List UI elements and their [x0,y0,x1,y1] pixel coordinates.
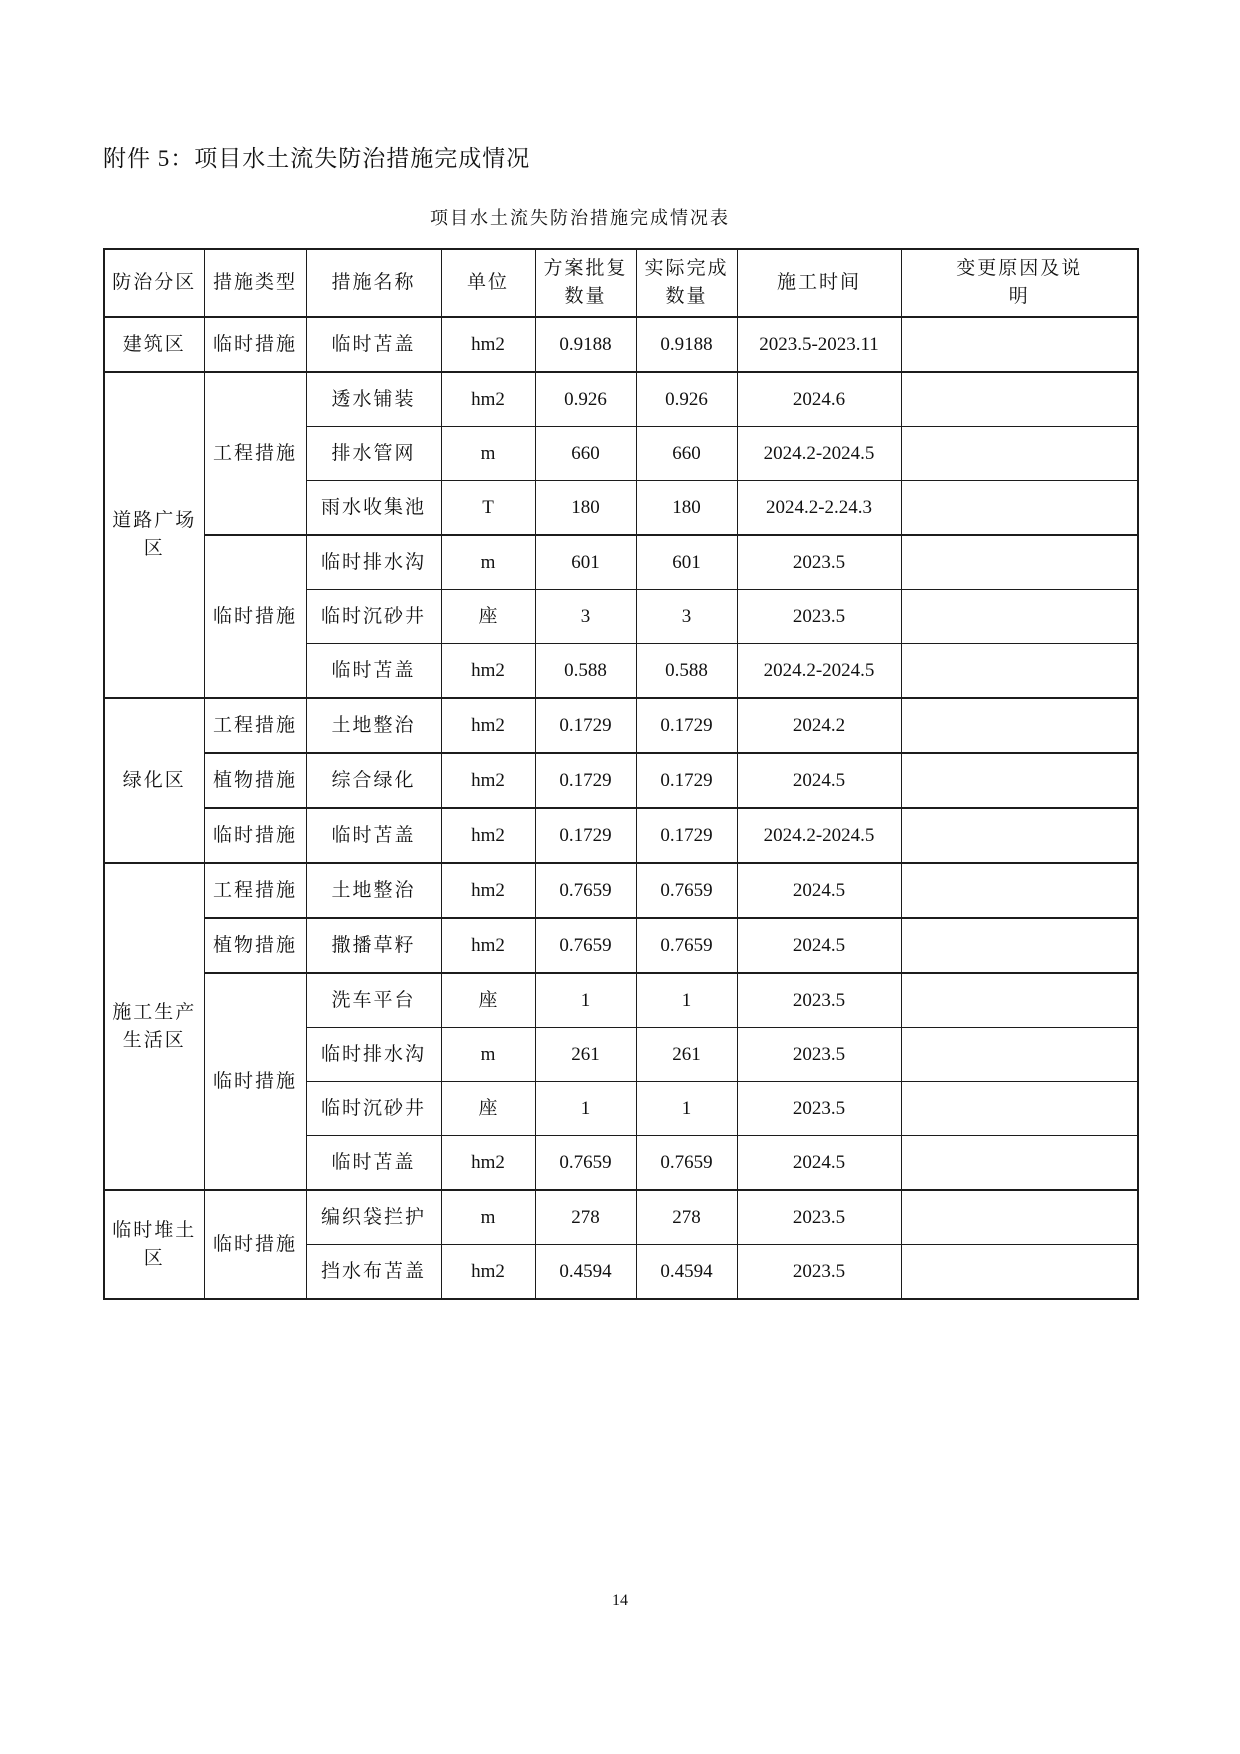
measure-name-cell: 临时沉砂井 [306,590,441,644]
unit-cell: hm2 [441,918,535,973]
header-remark-label: 变更原因及说明 [956,258,1083,307]
approved-qty-cell: 278 [535,1190,636,1245]
measures-table [103,248,1139,1300]
header-unit: 单位 [441,249,535,317]
time-cell: 2024.2-2024.5 [737,427,901,481]
unit-cell: 座 [441,973,535,1028]
table-row [104,808,1138,863]
unit-cell: hm2 [441,1245,535,1300]
approved-qty-cell: 0.1729 [535,698,636,753]
completed-qty-cell: 601 [636,535,737,590]
unit-cell: m [441,1028,535,1082]
approved-qty-cell: 0.1729 [535,808,636,863]
table-row [104,973,1138,1028]
measure-name-cell: 综合绿化 [306,753,441,808]
measure-type-cell: 工程措施 [204,863,306,918]
remark-cell [901,918,1138,973]
time-cell: 2023.5-2023.11 [737,317,901,372]
remark-cell [901,973,1138,1028]
time-cell: 2024.2-2024.5 [737,644,901,699]
unit-cell: 座 [441,1082,535,1136]
measure-name-cell: 土地整治 [306,698,441,753]
measure-name-cell: 临时沉砂井 [306,1082,441,1136]
completed-qty-cell: 3 [636,590,737,644]
measure-name-cell: 临时苫盖 [306,808,441,863]
measure-name-cell: 雨水收集池 [306,481,441,536]
time-cell: 2024.2-2024.5 [737,808,901,863]
remark-cell [901,644,1138,699]
zone-cell: 绿化区 [104,698,204,863]
measure-type-cell: 工程措施 [204,698,306,753]
time-cell: 2023.5 [737,590,901,644]
header-approved-qty: 方案批复数量 [535,249,636,317]
unit-cell: hm2 [441,698,535,753]
remark-cell [901,1028,1138,1082]
attachment-title: 附件 5：项目水土流失防治措施完成情况 [103,146,531,171]
completed-qty-cell: 1 [636,973,737,1028]
remark-cell [901,590,1138,644]
measure-name-cell: 排水管网 [306,427,441,481]
table-caption: 项目水土流失防治措施完成情况表 [430,208,730,228]
completed-qty-cell: 0.7659 [636,863,737,918]
time-cell: 2023.5 [737,1245,901,1300]
unit-cell: hm2 [441,644,535,699]
time-cell: 2024.6 [737,372,901,427]
zone-cell: 建筑区 [104,317,204,372]
approved-qty-cell: 0.4594 [535,1245,636,1300]
remark-cell [901,427,1138,481]
header-measure-type: 措施类型 [204,249,306,317]
measure-name-cell: 临时苫盖 [306,644,441,699]
completed-qty-cell: 0.1729 [636,698,737,753]
unit-cell: m [441,427,535,481]
time-cell: 2024.5 [737,863,901,918]
unit-cell: hm2 [441,863,535,918]
unit-cell: hm2 [441,808,535,863]
table-row [104,918,1138,973]
approved-qty-cell: 0.588 [535,644,636,699]
time-cell: 2024.5 [737,753,901,808]
remark-cell [901,535,1138,590]
table-row [104,698,1138,753]
table-row [104,753,1138,808]
unit-cell: T [441,481,535,536]
measure-name-cell: 挡水布苫盖 [306,1245,441,1300]
remark-cell [901,372,1138,427]
time-cell: 2023.5 [737,535,901,590]
unit-cell: hm2 [441,317,535,372]
completed-qty-cell: 0.1729 [636,808,737,863]
measure-type-cell: 临时措施 [204,535,306,698]
measure-name-cell: 临时排水沟 [306,1028,441,1082]
table-row [104,1190,1138,1245]
approved-qty-cell: 1 [535,973,636,1028]
time-cell: 2024.5 [737,1136,901,1191]
completed-qty-cell: 0.1729 [636,753,737,808]
unit-cell: m [441,535,535,590]
completed-qty-cell: 261 [636,1028,737,1082]
approved-qty-cell: 180 [535,481,636,536]
measure-name-cell: 透水铺装 [306,372,441,427]
header-completed-qty: 实际完成数量 [636,249,737,317]
measure-name-cell: 编织袋拦护 [306,1190,441,1245]
approved-qty-cell: 3 [535,590,636,644]
completed-qty-cell: 1 [636,1082,737,1136]
approved-qty-cell: 261 [535,1028,636,1082]
time-cell: 2024.2-2.24.3 [737,481,901,536]
remark-cell [901,863,1138,918]
table-row [104,317,1138,372]
completed-qty-cell: 0.9188 [636,317,737,372]
table-row [104,535,1138,590]
completed-qty-cell: 278 [636,1190,737,1245]
completed-qty-cell: 0.7659 [636,918,737,973]
approved-qty-cell: 0.9188 [535,317,636,372]
remark-cell [901,1245,1138,1300]
remark-cell [901,808,1138,863]
unit-cell: hm2 [441,372,535,427]
approved-qty-cell: 601 [535,535,636,590]
unit-cell: hm2 [441,1136,535,1191]
measure-type-cell: 临时措施 [204,1190,306,1299]
approved-qty-cell: 0.7659 [535,918,636,973]
unit-cell: 座 [441,590,535,644]
approved-qty-cell: 0.7659 [535,1136,636,1191]
unit-cell: m [441,1190,535,1245]
time-cell: 2024.5 [737,918,901,973]
completed-qty-cell: 0.926 [636,372,737,427]
measure-type-cell: 临时措施 [204,317,306,372]
time-cell: 2023.5 [737,1082,901,1136]
unit-cell: hm2 [441,753,535,808]
time-cell: 2023.5 [737,1028,901,1082]
approved-qty-cell: 660 [535,427,636,481]
approved-qty-cell: 0.7659 [535,863,636,918]
header-zone: 防治分区 [104,249,204,317]
zone-cell: 临时堆土区 [104,1190,204,1299]
approved-qty-cell: 0.1729 [535,753,636,808]
remark-cell [901,753,1138,808]
table-header-row [104,249,1138,317]
page-number: 14 [612,1592,628,1609]
measure-name-cell: 临时苫盖 [306,317,441,372]
measure-name-cell: 撒播草籽 [306,918,441,973]
measure-type-cell: 工程措施 [204,372,306,535]
measures-table-body [104,317,1138,1299]
time-cell: 2024.2 [737,698,901,753]
remark-cell [901,698,1138,753]
completed-qty-cell: 0.588 [636,644,737,699]
header-measure-name: 措施名称 [306,249,441,317]
measure-type-cell: 植物措施 [204,918,306,973]
approved-qty-cell: 1 [535,1082,636,1136]
table-row [104,863,1138,918]
completed-qty-cell: 180 [636,481,737,536]
table-row [104,372,1138,427]
remark-cell [901,481,1138,536]
measure-name-cell: 临时排水沟 [306,535,441,590]
remark-cell [901,1190,1138,1245]
completed-qty-cell: 660 [636,427,737,481]
measure-type-cell: 植物措施 [204,753,306,808]
zone-cell: 道路广场区 [104,372,204,698]
completed-qty-cell: 0.4594 [636,1245,737,1300]
header-construction-time: 施工时间 [737,249,901,317]
header-remark [901,249,1138,317]
measure-name-cell: 洗车平台 [306,973,441,1028]
measure-name-cell: 土地整治 [306,863,441,918]
measure-type-cell: 临时措施 [204,973,306,1190]
measure-name-cell: 临时苫盖 [306,1136,441,1191]
remark-cell [901,1136,1138,1191]
completed-qty-cell: 0.7659 [636,1136,737,1191]
measure-type-cell: 临时措施 [204,808,306,863]
time-cell: 2023.5 [737,1190,901,1245]
zone-cell: 施工生产生活区 [104,863,204,1190]
time-cell: 2023.5 [737,973,901,1028]
approved-qty-cell: 0.926 [535,372,636,427]
remark-cell [901,1082,1138,1136]
remark-cell [901,317,1138,372]
